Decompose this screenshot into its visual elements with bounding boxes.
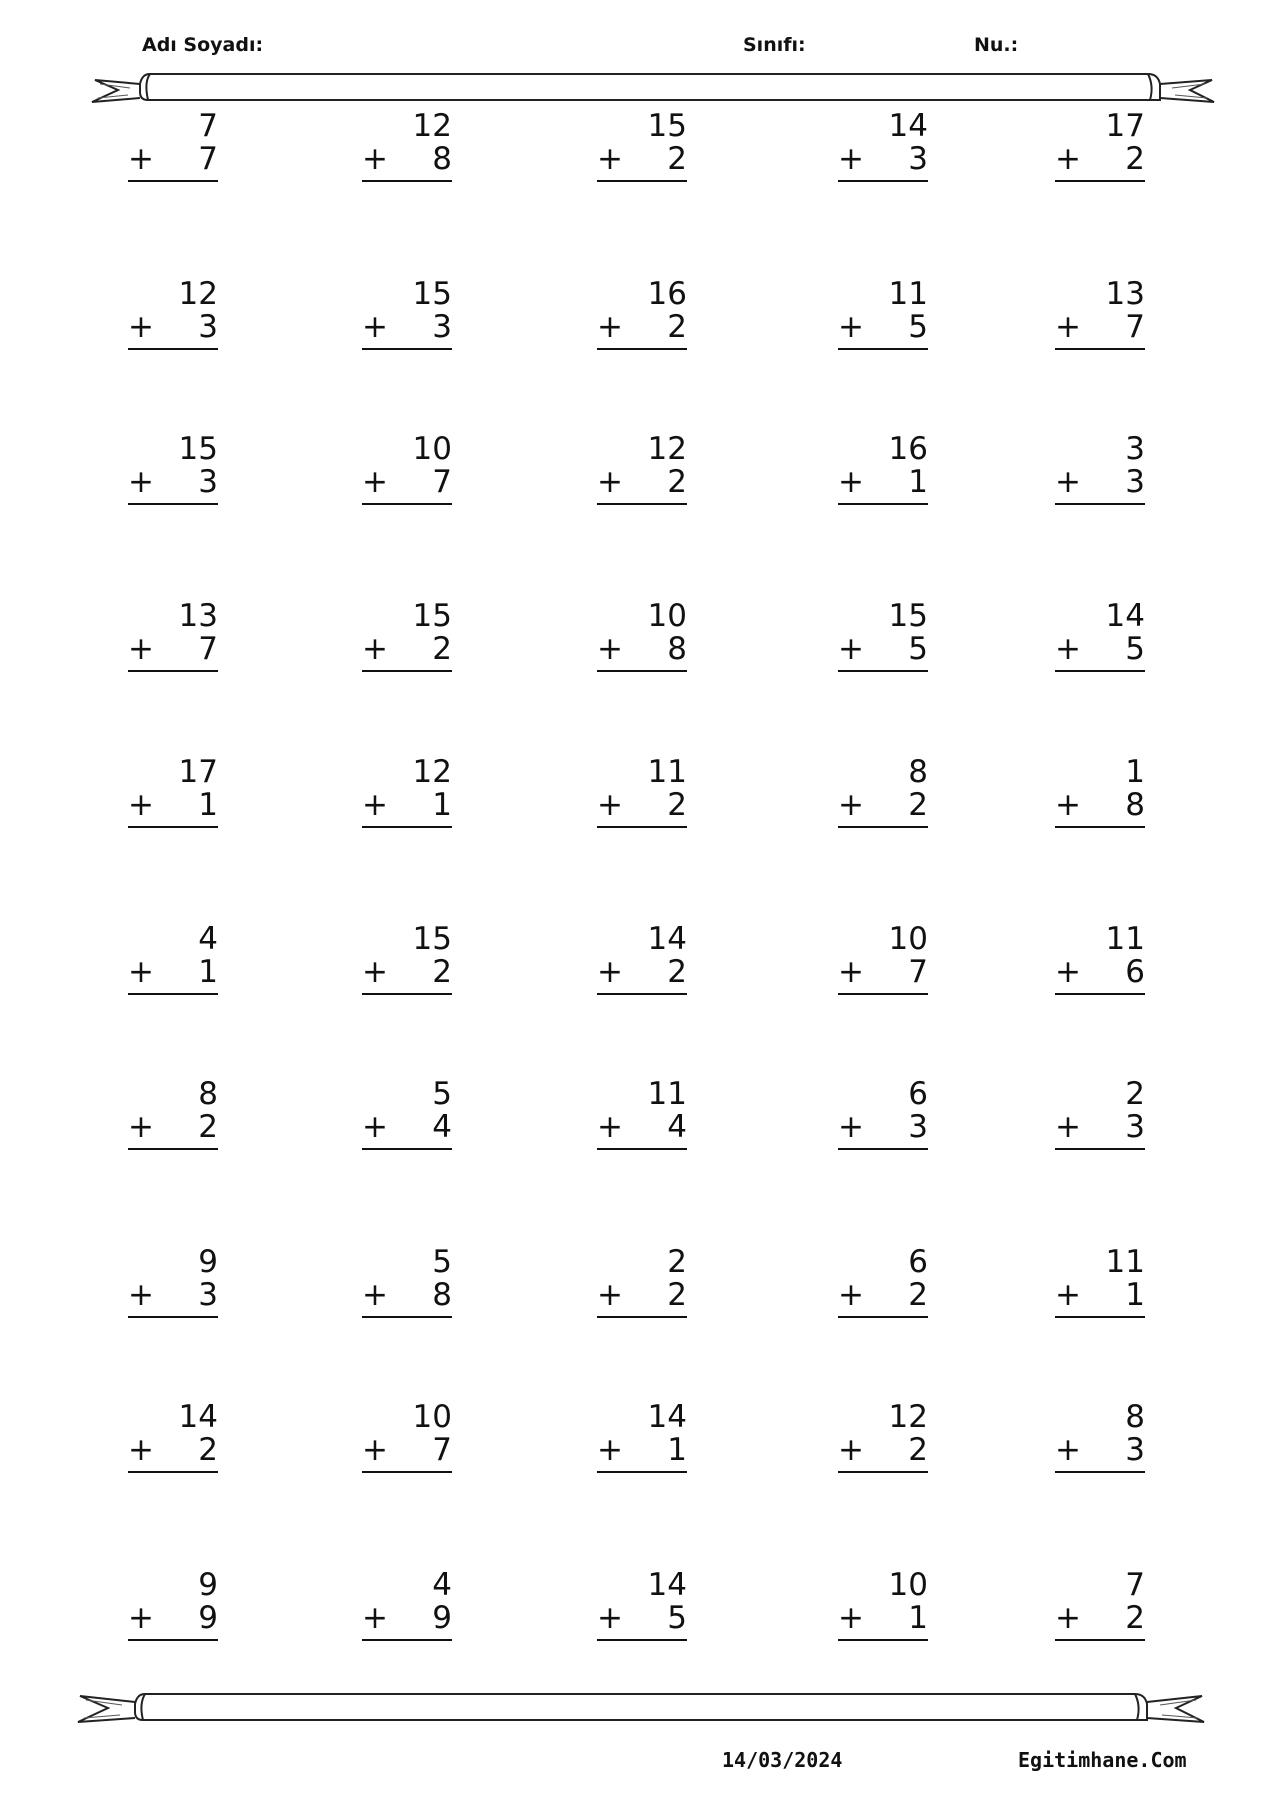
- problem-second-number: 5: [1125, 631, 1145, 667]
- problem-first-number: 8: [1125, 1399, 1145, 1435]
- problem-first-number: 11: [647, 1076, 687, 1112]
- problem-second-number: 2: [198, 1432, 218, 1468]
- problem-first-number: 1: [1125, 754, 1145, 790]
- sum-line: [1055, 180, 1145, 182]
- problem-second-number: 7: [432, 1432, 452, 1468]
- addition-problem: [1055, 756, 1145, 836]
- problem-second-number: 8: [1125, 787, 1145, 823]
- addition-problem: [597, 1569, 687, 1649]
- sum-line: [128, 826, 218, 828]
- addition-problem: [362, 1246, 452, 1326]
- addition-problem: [362, 600, 452, 680]
- problem-second-number: 1: [432, 787, 452, 823]
- sum-line: [128, 503, 218, 505]
- plus-sign: +: [1055, 309, 1081, 345]
- plus-sign: +: [128, 464, 154, 500]
- plus-sign: +: [128, 1277, 154, 1313]
- addition-problem: [362, 278, 452, 358]
- plus-sign: +: [597, 954, 623, 990]
- problem-second-number: 1: [198, 787, 218, 823]
- plus-sign: +: [838, 1432, 864, 1468]
- addition-problem: [362, 1569, 452, 1649]
- sum-line: [128, 1316, 218, 1318]
- addition-problem: [838, 110, 928, 190]
- problem-first-number: 14: [647, 1399, 687, 1435]
- problem-second-number: 2: [908, 1277, 928, 1313]
- problem-first-number: 10: [888, 921, 928, 957]
- plus-sign: +: [597, 631, 623, 667]
- addition-problem: [128, 756, 218, 836]
- problem-second-number: 3: [908, 141, 928, 177]
- plus-sign: +: [1055, 1600, 1081, 1636]
- problem-first-number: 15: [647, 108, 687, 144]
- problem-first-number: 17: [1105, 108, 1145, 144]
- problem-second-number: 5: [667, 1600, 687, 1636]
- sum-line: [362, 993, 452, 995]
- sum-line: [838, 503, 928, 505]
- problem-first-number: 11: [888, 276, 928, 312]
- addition-problem: [597, 756, 687, 836]
- plus-sign: +: [838, 1277, 864, 1313]
- plus-sign: +: [838, 787, 864, 823]
- problem-second-number: 3: [198, 309, 218, 345]
- sum-line: [597, 826, 687, 828]
- addition-problem: [128, 1569, 218, 1649]
- sum-line: [597, 1471, 687, 1473]
- problem-second-number: 2: [1125, 1600, 1145, 1636]
- plus-sign: +: [1055, 1277, 1081, 1313]
- sum-line: [128, 670, 218, 672]
- problem-first-number: 13: [1105, 276, 1145, 312]
- problem-second-number: 2: [432, 954, 452, 990]
- addition-problem: [838, 278, 928, 358]
- problem-second-number: 7: [432, 464, 452, 500]
- addition-problem: [128, 1401, 218, 1481]
- addition-problem: [1055, 600, 1145, 680]
- problem-second-number: 3: [432, 309, 452, 345]
- plus-sign: +: [838, 1109, 864, 1145]
- problem-first-number: 3: [1125, 431, 1145, 467]
- problem-first-number: 8: [198, 1076, 218, 1112]
- problem-first-number: 5: [432, 1244, 452, 1280]
- sum-line: [597, 993, 687, 995]
- problem-second-number: 1: [198, 954, 218, 990]
- sum-line: [128, 180, 218, 182]
- sum-line: [1055, 1316, 1145, 1318]
- problem-first-number: 11: [1105, 1244, 1145, 1280]
- plus-sign: +: [128, 954, 154, 990]
- sum-line: [838, 180, 928, 182]
- addition-problem: [838, 600, 928, 680]
- problem-second-number: 7: [908, 954, 928, 990]
- addition-problem: [1055, 1569, 1145, 1649]
- problem-first-number: 11: [1105, 921, 1145, 957]
- problem-second-number: 2: [667, 787, 687, 823]
- problem-first-number: 14: [178, 1399, 218, 1435]
- problem-second-number: 2: [667, 141, 687, 177]
- plus-sign: +: [362, 1109, 388, 1145]
- plus-sign: +: [1055, 464, 1081, 500]
- plus-sign: +: [128, 1109, 154, 1145]
- problem-first-number: 13: [178, 598, 218, 634]
- problem-second-number: 7: [198, 141, 218, 177]
- problem-first-number: 15: [412, 598, 452, 634]
- problem-second-number: 2: [667, 1277, 687, 1313]
- sum-line: [128, 1471, 218, 1473]
- problem-second-number: 6: [1125, 954, 1145, 990]
- addition-problem: [362, 1401, 452, 1481]
- problem-second-number: 3: [1125, 464, 1145, 500]
- plus-sign: +: [1055, 1109, 1081, 1145]
- addition-problem: [597, 600, 687, 680]
- addition-problem: [838, 433, 928, 513]
- sum-line: [1055, 348, 1145, 350]
- problem-first-number: 8: [908, 754, 928, 790]
- problem-second-number: 2: [908, 787, 928, 823]
- addition-problem: [1055, 1246, 1145, 1326]
- addition-problem: [1055, 923, 1145, 1003]
- sum-line: [1055, 826, 1145, 828]
- plus-sign: +: [1055, 954, 1081, 990]
- sum-line: [597, 503, 687, 505]
- problem-second-number: 7: [1125, 309, 1145, 345]
- sum-line: [362, 670, 452, 672]
- problem-second-number: 1: [908, 1600, 928, 1636]
- sum-line: [597, 1639, 687, 1641]
- sum-line: [1055, 1471, 1145, 1473]
- problem-first-number: 9: [198, 1244, 218, 1280]
- sum-line: [1055, 503, 1145, 505]
- plus-sign: +: [362, 1432, 388, 1468]
- plus-sign: +: [838, 464, 864, 500]
- addition-problem: [128, 600, 218, 680]
- problem-second-number: 1: [908, 464, 928, 500]
- problem-second-number: 3: [1125, 1432, 1145, 1468]
- problem-first-number: 15: [178, 431, 218, 467]
- problem-first-number: 7: [1125, 1567, 1145, 1603]
- problem-first-number: 4: [432, 1567, 452, 1603]
- addition-problem: [362, 923, 452, 1003]
- plus-sign: +: [128, 1600, 154, 1636]
- problem-first-number: 14: [888, 108, 928, 144]
- problem-second-number: 5: [908, 309, 928, 345]
- sum-line: [362, 1471, 452, 1473]
- sum-line: [838, 670, 928, 672]
- problem-first-number: 15: [412, 276, 452, 312]
- sum-line: [597, 348, 687, 350]
- problem-first-number: 14: [1105, 598, 1145, 634]
- plus-sign: +: [597, 464, 623, 500]
- problem-first-number: 6: [908, 1076, 928, 1112]
- plus-sign: +: [597, 1277, 623, 1313]
- problem-first-number: 10: [412, 431, 452, 467]
- problem-second-number: 7: [198, 631, 218, 667]
- header-class-label: Sınıfı:: [743, 34, 806, 56]
- sum-line: [597, 180, 687, 182]
- sum-line: [128, 1148, 218, 1150]
- addition-problem: [362, 756, 452, 836]
- sum-line: [838, 993, 928, 995]
- plus-sign: +: [128, 1432, 154, 1468]
- plus-sign: +: [128, 309, 154, 345]
- sum-line: [362, 503, 452, 505]
- sum-line: [362, 1316, 452, 1318]
- problem-first-number: 11: [647, 754, 687, 790]
- problem-first-number: 4: [198, 921, 218, 957]
- plus-sign: +: [597, 1600, 623, 1636]
- problem-second-number: 2: [667, 464, 687, 500]
- plus-sign: +: [597, 309, 623, 345]
- sum-line: [1055, 993, 1145, 995]
- problem-second-number: 3: [198, 464, 218, 500]
- problem-first-number: 15: [412, 921, 452, 957]
- problem-second-number: 2: [198, 1109, 218, 1145]
- addition-problem: [838, 1246, 928, 1326]
- plus-sign: +: [838, 1600, 864, 1636]
- plus-sign: +: [362, 1600, 388, 1636]
- problem-first-number: 10: [412, 1399, 452, 1435]
- problem-first-number: 12: [178, 276, 218, 312]
- problem-second-number: 2: [908, 1432, 928, 1468]
- problem-first-number: 9: [198, 1567, 218, 1603]
- sum-line: [128, 993, 218, 995]
- sum-line: [838, 1316, 928, 1318]
- problem-first-number: 17: [178, 754, 218, 790]
- addition-problem: [362, 433, 452, 513]
- addition-problem: [838, 1569, 928, 1649]
- addition-problem: [128, 433, 218, 513]
- addition-problem: [1055, 278, 1145, 358]
- addition-problem: [838, 756, 928, 836]
- sum-line: [362, 826, 452, 828]
- plus-sign: +: [838, 309, 864, 345]
- problem-second-number: 2: [667, 954, 687, 990]
- plus-sign: +: [1055, 631, 1081, 667]
- sum-line: [1055, 1639, 1145, 1641]
- sum-line: [1055, 670, 1145, 672]
- addition-problem: [128, 923, 218, 1003]
- plus-sign: +: [362, 954, 388, 990]
- addition-problem: [838, 1401, 928, 1481]
- problem-first-number: 16: [647, 276, 687, 312]
- problem-second-number: 3: [198, 1277, 218, 1313]
- problem-first-number: 15: [888, 598, 928, 634]
- problem-second-number: 8: [432, 141, 452, 177]
- addition-problem: [1055, 1401, 1145, 1481]
- problem-first-number: 16: [888, 431, 928, 467]
- plus-sign: +: [362, 309, 388, 345]
- problem-first-number: 12: [888, 1399, 928, 1435]
- sum-line: [362, 1639, 452, 1641]
- addition-problem: [597, 433, 687, 513]
- sum-line: [838, 1471, 928, 1473]
- plus-sign: +: [838, 141, 864, 177]
- problem-second-number: 1: [667, 1432, 687, 1468]
- plus-sign: +: [597, 787, 623, 823]
- problem-second-number: 1: [1125, 1277, 1145, 1313]
- sum-line: [838, 348, 928, 350]
- problem-second-number: 4: [432, 1109, 452, 1145]
- addition-problem: [128, 278, 218, 358]
- bottom-ribbon-banner: [0, 1680, 1280, 1734]
- problem-second-number: 8: [432, 1277, 452, 1313]
- problem-second-number: 3: [1125, 1109, 1145, 1145]
- problem-second-number: 9: [198, 1600, 218, 1636]
- sum-line: [1055, 1148, 1145, 1150]
- problem-first-number: 2: [1125, 1076, 1145, 1112]
- problem-second-number: 3: [908, 1109, 928, 1145]
- plus-sign: +: [838, 631, 864, 667]
- addition-problem: [1055, 1078, 1145, 1158]
- plus-sign: +: [1055, 1432, 1081, 1468]
- sum-line: [597, 670, 687, 672]
- sum-line: [128, 348, 218, 350]
- problem-second-number: 8: [667, 631, 687, 667]
- problem-second-number: 5: [908, 631, 928, 667]
- plus-sign: +: [597, 1109, 623, 1145]
- plus-sign: +: [838, 954, 864, 990]
- addition-problem: [597, 1078, 687, 1158]
- sum-line: [362, 1148, 452, 1150]
- plus-sign: +: [128, 631, 154, 667]
- addition-problem: [838, 1078, 928, 1158]
- problem-first-number: 14: [647, 921, 687, 957]
- plus-sign: +: [362, 141, 388, 177]
- addition-problem: [597, 278, 687, 358]
- header-name-label: Adı Soyadı:: [142, 34, 264, 56]
- problem-first-number: 12: [647, 431, 687, 467]
- problem-first-number: 10: [647, 598, 687, 634]
- addition-problem: [362, 110, 452, 190]
- problem-second-number: 2: [1125, 141, 1145, 177]
- problem-first-number: 12: [412, 108, 452, 144]
- addition-problem: [597, 1246, 687, 1326]
- plus-sign: +: [1055, 141, 1081, 177]
- addition-problem: [597, 923, 687, 1003]
- plus-sign: +: [128, 141, 154, 177]
- sum-line: [362, 348, 452, 350]
- problem-second-number: 9: [432, 1600, 452, 1636]
- addition-problem: [128, 110, 218, 190]
- addition-problem: [1055, 433, 1145, 513]
- sum-line: [128, 1639, 218, 1641]
- plus-sign: +: [362, 464, 388, 500]
- plus-sign: +: [362, 787, 388, 823]
- plus-sign: +: [1055, 787, 1081, 823]
- addition-problem: [597, 110, 687, 190]
- addition-problem: [838, 923, 928, 1003]
- problem-first-number: 2: [667, 1244, 687, 1280]
- plus-sign: +: [597, 1432, 623, 1468]
- problem-first-number: 14: [647, 1567, 687, 1603]
- header-number-label: Nu.:: [974, 34, 1019, 56]
- plus-sign: +: [362, 1277, 388, 1313]
- footer-date: 14/03/2024: [722, 1748, 843, 1772]
- sum-line: [362, 180, 452, 182]
- sum-line: [597, 1148, 687, 1150]
- problem-second-number: 2: [432, 631, 452, 667]
- problem-first-number: 7: [198, 108, 218, 144]
- plus-sign: +: [362, 631, 388, 667]
- addition-problem: [128, 1246, 218, 1326]
- sum-line: [838, 1639, 928, 1641]
- problem-first-number: 5: [432, 1076, 452, 1112]
- problem-second-number: 4: [667, 1109, 687, 1145]
- sum-line: [838, 826, 928, 828]
- plus-sign: +: [128, 787, 154, 823]
- problem-first-number: 6: [908, 1244, 928, 1280]
- plus-sign: +: [597, 141, 623, 177]
- addition-problem: [1055, 110, 1145, 190]
- addition-problem: [128, 1078, 218, 1158]
- problem-first-number: 12: [412, 754, 452, 790]
- footer-site-link[interactable]: Egitimhane.Com: [1018, 1748, 1187, 1772]
- sum-line: [838, 1148, 928, 1150]
- problem-first-number: 10: [888, 1567, 928, 1603]
- sum-line: [597, 1316, 687, 1318]
- problem-second-number: 2: [667, 309, 687, 345]
- addition-problem: [362, 1078, 452, 1158]
- addition-problem: [597, 1401, 687, 1481]
